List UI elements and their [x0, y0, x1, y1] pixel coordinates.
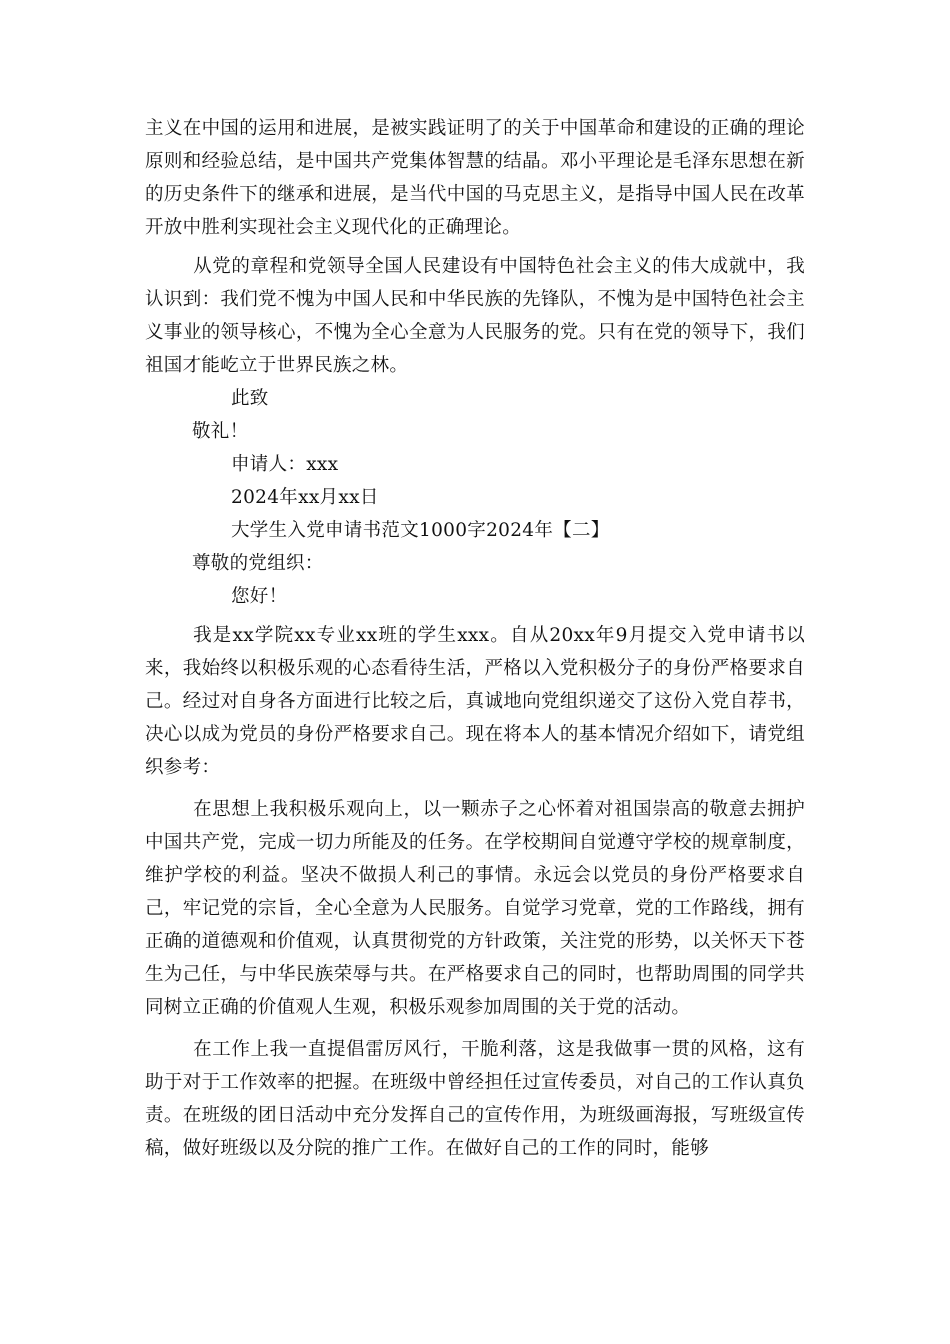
paragraph-ideology: 在思想上我积极乐观向上，以一颗赤子之心怀着对祖国崇高的敬意去拥护中国共产党，完成一切力所能及的任务。在学校期间自觉遵守学校的规章制度，维护学校的利益。坚决不做损人利己的事情。永远会以党员的身份严格要求自己，牢记党的宗旨，全心全意为人民服务。自觉学习党章，党的工作路线，拥有正确的道德观和价值观，认真贯彻党的方针政策，关注党的形势，以关怀天下苍生为己任，与中华民族荣辱与共。在严格要求自己的同时，也帮助周围的同学共同树立正确的价值观人生观，积极乐观参加周围的关于党的活动。 [145, 799, 805, 1018]
document-body [145, 112, 805, 1165]
paragraph-work: 在工作上我一直提倡雷厉风行，干脆利落，这是我做事一贯的风格，这有助于对于工作效率的把握。在班级中曾经担任过宣传委员，对自己的工作认真负责。在班级的团日活动中充分发挥自己的宣传作用，为班级画海报，写班级宣传稿，做好班级以及分院的推广工作。在做好自己的工作的同时，能够 [145, 1039, 805, 1159]
hello-text: 您好！ [231, 586, 288, 607]
paragraph-achievements: 从党的章程和党领导全国人民建设有中国特色社会主义的伟大成就中，我认识到：我们党不愧为中国人民和中华民族的先锋队，不愧为是中国特色社会主义事业的领导核心，不愧为全心全意为人民服务的党。只有在党的领导下，我们祖国才能屹立于世界民族之林。 [145, 256, 805, 376]
paragraph-introduction: 我是xx学院xx专业xx班的学生xxx。自从20xx年9月提交入党申请书以来，我始终以积极乐观的心态看待生活，严格以入党积极分子的身份严格要求自己。经过对自身各方面进行比较之后，真诚地向党组织递交了这份入党自荐书，决心以成为党员的身份严格要求自己。现在将本人的基本情况介绍如下，请党组织参考： [145, 625, 805, 778]
greeting-text: 尊敬的党组织： [192, 553, 324, 574]
section-title: 大学生入党申请书范文1000字2024年【二】 [231, 520, 610, 541]
closing-text: 此致 [231, 388, 269, 409]
salute-text: 敬礼！ [192, 421, 249, 442]
application-date: 2024年xx月xx日 [231, 487, 379, 508]
paragraph-theory: 主义在中国的运用和进展，是被实践证明了的关于中国革命和建设的正确的理论原则和经验总结，是中国共产党集体智慧的结晶。邓小平理论是毛泽东思想在新的历史条件下的继承和进展，是当代中国的马克思主义，是指导中国人民在改革开放中胜利实现社会主义现代化的正确理论。 [145, 118, 805, 238]
applicant-signature: 申请人：xxx [231, 454, 339, 475]
